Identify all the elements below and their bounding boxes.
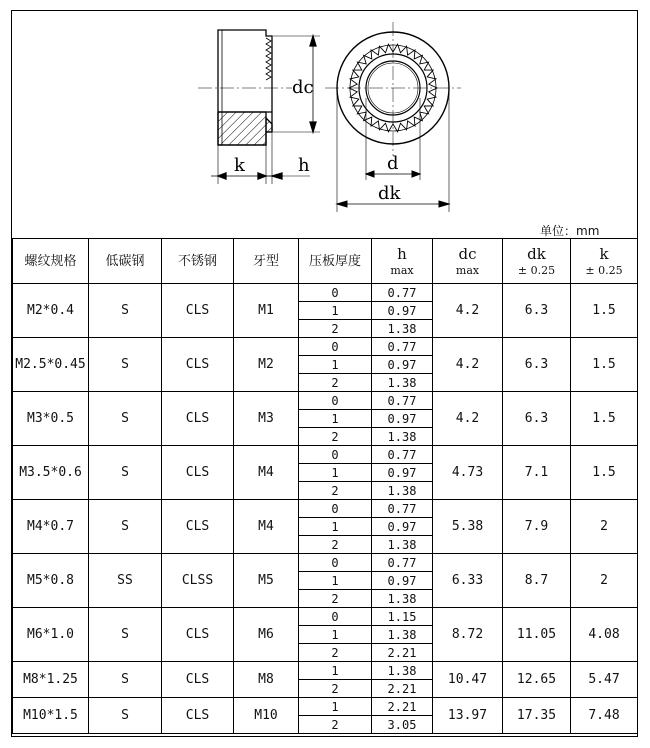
cell-thread-code: M3 <box>234 392 299 446</box>
cell-h-max: 0.77 <box>372 392 433 410</box>
table-row <box>13 284 638 302</box>
cell-carbon-steel: S <box>89 284 162 338</box>
cell-h-max: 2.21 <box>372 680 433 698</box>
d-dimension-label: d <box>387 153 399 174</box>
table-row <box>13 446 638 464</box>
cell-carbon-steel: S <box>89 446 162 500</box>
spec-table-body <box>13 284 638 734</box>
cell-stainless: CLS <box>162 446 234 500</box>
cell-stainless: CLS <box>162 392 234 446</box>
table-row <box>13 554 638 572</box>
cell-thread-code: M10 <box>234 698 299 734</box>
cell-thread-spec: M4*0.7 <box>13 500 89 554</box>
header-carbon-steel: 低碳钢 <box>89 239 162 284</box>
cell-panel-thickness: 0 <box>299 500 372 518</box>
cell-dk: 7.9 <box>503 500 571 554</box>
cell-dc-max: 4.2 <box>433 338 503 392</box>
cell-thread-code: M4 <box>234 500 299 554</box>
cell-h-max: 0.97 <box>372 518 433 536</box>
cell-panel-thickness: 2 <box>299 482 372 500</box>
cell-h-max: 1.38 <box>372 662 433 680</box>
cell-carbon-steel: SS <box>89 554 162 608</box>
cell-panel-thickness: 0 <box>299 446 372 464</box>
table-row <box>13 662 638 680</box>
cell-thread-spec: M2*0.4 <box>13 284 89 338</box>
cell-k: 7.48 <box>571 698 638 734</box>
dc-dimension-label: dc <box>292 77 314 98</box>
cell-dc-max: 4.2 <box>433 284 503 338</box>
cell-h-max: 1.38 <box>372 482 433 500</box>
cell-h-max: 1.38 <box>372 536 433 554</box>
header-dk-label: dk <box>527 244 546 263</box>
cell-h-max: 2.21 <box>372 644 433 662</box>
cell-thread-spec: M3*0.5 <box>13 392 89 446</box>
cell-stainless: CLS <box>162 608 234 662</box>
cell-dc-max: 4.73 <box>433 446 503 500</box>
cell-thread-spec: M8*1.25 <box>13 662 89 698</box>
cell-k: 1.5 <box>571 446 638 500</box>
header-thread: 螺纹规格 <box>13 239 89 284</box>
cell-h-max: 0.77 <box>372 500 433 518</box>
cell-k: 5.47 <box>571 662 638 698</box>
cell-dk: 8.7 <box>503 554 571 608</box>
cell-h-max: 0.77 <box>372 446 433 464</box>
header-dk <box>503 239 571 284</box>
header-panel-thickness: 压板厚度 <box>299 239 372 284</box>
cell-thread-code: M6 <box>234 608 299 662</box>
cell-stainless: CLS <box>162 662 234 698</box>
cell-carbon-steel: S <box>89 662 162 698</box>
cell-thread-spec: M6*1.0 <box>13 608 89 662</box>
cell-panel-thickness: 1 <box>299 410 372 428</box>
table-row <box>13 608 638 626</box>
cell-panel-thickness: 2 <box>299 428 372 446</box>
cell-carbon-steel: S <box>89 500 162 554</box>
cell-panel-thickness: 0 <box>299 554 372 572</box>
cell-panel-thickness: 1 <box>299 464 372 482</box>
cell-panel-thickness: 1 <box>299 518 372 536</box>
cell-dc-max: 6.33 <box>433 554 503 608</box>
header-h-label: h <box>397 244 407 263</box>
cell-carbon-steel: S <box>89 338 162 392</box>
cell-stainless: CLS <box>162 698 234 734</box>
table-row <box>13 392 638 410</box>
cell-panel-thickness: 1 <box>299 356 372 374</box>
cell-panel-thickness: 2 <box>299 680 372 698</box>
header-stainless: 不锈钢 <box>162 239 234 284</box>
cell-dc-max: 13.97 <box>433 698 503 734</box>
cell-panel-thickness: 2 <box>299 536 372 554</box>
cell-carbon-steel: S <box>89 608 162 662</box>
cell-h-max: 0.77 <box>372 338 433 356</box>
cell-k: 1.5 <box>571 392 638 446</box>
cell-h-max: 0.97 <box>372 572 433 590</box>
table-header-row <box>13 239 638 284</box>
cell-h-max: 0.97 <box>372 356 433 374</box>
cell-dk: 6.3 <box>503 284 571 338</box>
dk-dimension-label: dk <box>378 183 401 204</box>
cell-stainless: CLSS <box>162 554 234 608</box>
cell-thread-code: M4 <box>234 446 299 500</box>
cell-dc-max: 8.72 <box>433 608 503 662</box>
header-thread-code: 牙型 <box>234 239 299 284</box>
cell-panel-thickness: 1 <box>299 572 372 590</box>
cell-stainless: CLS <box>162 500 234 554</box>
cell-stainless: CLS <box>162 338 234 392</box>
cell-thread-spec: M2.5*0.45 <box>13 338 89 392</box>
cell-thread-code: M1 <box>234 284 299 338</box>
cell-h-max: 0.97 <box>372 464 433 482</box>
cell-panel-thickness: 2 <box>299 716 372 734</box>
spec-table <box>12 238 638 734</box>
header-h-sub: max <box>390 263 414 277</box>
cell-dk: 17.35 <box>503 698 571 734</box>
cell-panel-thickness: 2 <box>299 590 372 608</box>
cell-dc-max: 5.38 <box>433 500 503 554</box>
cell-h-max: 3.05 <box>372 716 433 734</box>
nut-technical-drawing <box>0 0 650 236</box>
cell-h-max: 1.38 <box>372 626 433 644</box>
cell-panel-thickness: 1 <box>299 662 372 680</box>
cell-thread-spec: M3.5*0.6 <box>13 446 89 500</box>
cell-dk: 6.3 <box>503 392 571 446</box>
cell-h-max: 0.97 <box>372 410 433 428</box>
header-h <box>372 239 433 284</box>
header-dc-label: dc <box>458 244 477 263</box>
header-k-label: k <box>599 244 609 263</box>
unit-label: 单位：mm <box>540 224 600 238</box>
cell-panel-thickness: 1 <box>299 698 372 716</box>
cell-k: 2 <box>571 500 638 554</box>
cell-h-max: 1.38 <box>372 428 433 446</box>
cell-h-max: 1.38 <box>372 374 433 392</box>
cell-panel-thickness: 1 <box>299 302 372 320</box>
header-dk-sub: ± 0.25 <box>517 263 556 277</box>
cell-h-max: 1.38 <box>372 320 433 338</box>
cell-dc-max: 4.2 <box>433 392 503 446</box>
table-row <box>13 338 638 356</box>
cell-carbon-steel: S <box>89 392 162 446</box>
cell-panel-thickness: 0 <box>299 392 372 410</box>
cell-k: 2 <box>571 554 638 608</box>
cell-h-max: 1.38 <box>372 590 433 608</box>
h-dimension-label: h <box>298 155 310 176</box>
k-dimension-label: k <box>234 155 245 176</box>
table-row <box>13 698 638 716</box>
cell-h-max: 2.21 <box>372 698 433 716</box>
cell-thread-code: M5 <box>234 554 299 608</box>
cell-thread-code: M8 <box>234 662 299 698</box>
header-dc-sub: max <box>455 263 480 277</box>
header-k-sub: ± 0.25 <box>585 263 623 277</box>
cell-k: 4.08 <box>571 608 638 662</box>
cell-h-max: 0.77 <box>372 554 433 572</box>
cell-panel-thickness: 0 <box>299 608 372 626</box>
cell-panel-thickness: 0 <box>299 284 372 302</box>
cell-thread-code: M2 <box>234 338 299 392</box>
cell-k: 1.5 <box>571 284 638 338</box>
header-k <box>571 239 638 284</box>
cell-thread-spec: M5*0.8 <box>13 554 89 608</box>
cell-panel-thickness: 2 <box>299 320 372 338</box>
cell-h-max: 0.97 <box>372 302 433 320</box>
cell-dc-max: 10.47 <box>433 662 503 698</box>
cell-h-max: 0.77 <box>372 284 433 302</box>
table-row <box>13 500 638 518</box>
cell-dk: 7.1 <box>503 446 571 500</box>
cell-thread-spec: M10*1.5 <box>13 698 89 734</box>
cell-panel-thickness: 1 <box>299 626 372 644</box>
header-dc <box>433 239 503 284</box>
cell-h-max: 1.15 <box>372 608 433 626</box>
cell-dk: 12.65 <box>503 662 571 698</box>
cell-dk: 6.3 <box>503 338 571 392</box>
cell-k: 1.5 <box>571 338 638 392</box>
cell-stainless: CLS <box>162 284 234 338</box>
cell-panel-thickness: 0 <box>299 338 372 356</box>
cell-dk: 11.05 <box>503 608 571 662</box>
cell-panel-thickness: 2 <box>299 644 372 662</box>
cell-panel-thickness: 2 <box>299 374 372 392</box>
cell-carbon-steel: S <box>89 698 162 734</box>
